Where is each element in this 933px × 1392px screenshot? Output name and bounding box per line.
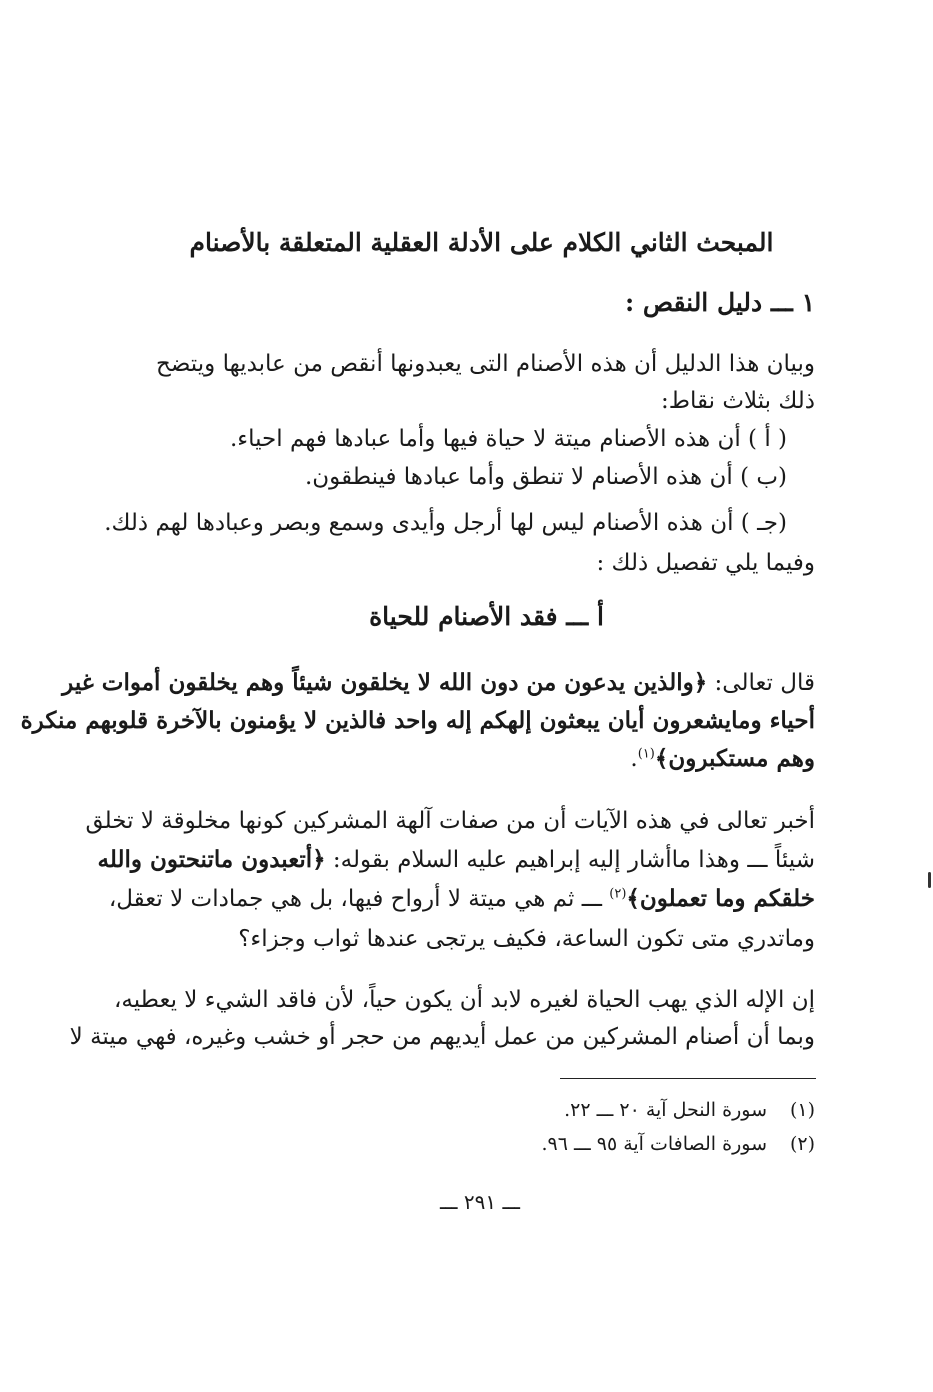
paragraph-line: إن الإله الذي يهب الحياة لغيره لابد أن يكون حياً، لأن فاقد الشيء لا يعطيه، (113, 987, 815, 1013)
quran-line (62, 666, 815, 700)
quran-line (158, 742, 815, 776)
quran-verse: وهم مستكبرون﴾ (654, 745, 815, 772)
paragraph-line: وماتدري متى تكون الساعة، فكيف يرتجى عندها ثواب وجزاء؟ (238, 926, 815, 952)
footnote (400, 1131, 815, 1157)
paragraph-line: أخبر تعالى في هذه الآيات أن من صفات آلهة المشركين كونها مخلوقة لا تخلق (85, 808, 815, 834)
list-item: ( أ ) أن هذه الأصنام ميتة لا حياة فيها وأما عبادها فهم احياء. (229, 426, 787, 452)
text-span: . (630, 746, 638, 772)
quran-verse: ﴿والذين يدعون من دون الله لا يخلقون شيئاً وهم يخلقون أموات غير (62, 669, 708, 696)
scan-edge-mark (928, 872, 931, 888)
paragraph-line (97, 843, 815, 877)
subsection-heading: أ ـــ فقد الأصنام للحياة (369, 602, 604, 631)
paragraph-line (108, 882, 815, 916)
text-span: ـــ ثم هي ميتة لا أرواح فيها، بل هي جمادات لا تعقل، (108, 886, 610, 912)
footnote-text: سورة الصافات آية ٩٥ ـــ ٩٦. (541, 1133, 767, 1155)
page-number: ـــ ٢٩١ ـــ (439, 1190, 521, 1214)
quran-verse: ﴿أتعبدون ماتنحتون والله (97, 846, 326, 873)
paragraph-line: وبما أن أصنام المشركين من عمل أيديهم من حجر أو خشب وغيره، فهي ميتة لا (69, 1024, 815, 1050)
footnote-ref: (٢) (609, 886, 627, 902)
footnote-text: سورة النحل آية ٢٠ ـــ ٢٢. (564, 1099, 767, 1121)
list-item: (جـ ) أن هذه الأصنام ليس لها أرجل وأيدى وسمع وبصر وعبادها لهم ذلك. (104, 510, 787, 536)
text-span: قال تعالى: (707, 670, 815, 696)
footnote-number: (٢) (789, 1133, 815, 1155)
footnote-ref: (١) (637, 746, 655, 762)
list-item: (ب ) أن هذه الأصنام لا تنطق وأما عبادها فينطقون. (304, 464, 787, 490)
paragraph-line: ذلك بثلاث نقاط: (660, 388, 815, 414)
footnote (400, 1097, 815, 1123)
section-title: المبحث الثاني الكلام على الأدلة العقلية المتعلقة بالأصنام (189, 228, 774, 257)
paragraph-line: وفيما يلي تفصيل ذلك : (596, 550, 815, 576)
text-span: شيئاً ـــ وهذا ماأشار إليه إبراهيم عليه السلام بقوله: (325, 847, 815, 873)
subsection-heading: ١ ـــ دليل النقص : (624, 288, 815, 317)
footnote-number: (١) (789, 1099, 815, 1121)
quran-line: أحياء ومايشعرون أيان يبعثون إلهكم إله واحد فالذين لا يؤمنون بالآخرة قلوبهم منكرة (20, 707, 815, 734)
footnote-divider (560, 1078, 816, 1079)
paragraph-line: وبيان هذا الدليل أن هذه الأصنام التى يعبدونها أنقص من عابديها ويتضح (156, 351, 815, 377)
quran-verse: خلقكم وما تعملون﴾ (626, 885, 815, 912)
